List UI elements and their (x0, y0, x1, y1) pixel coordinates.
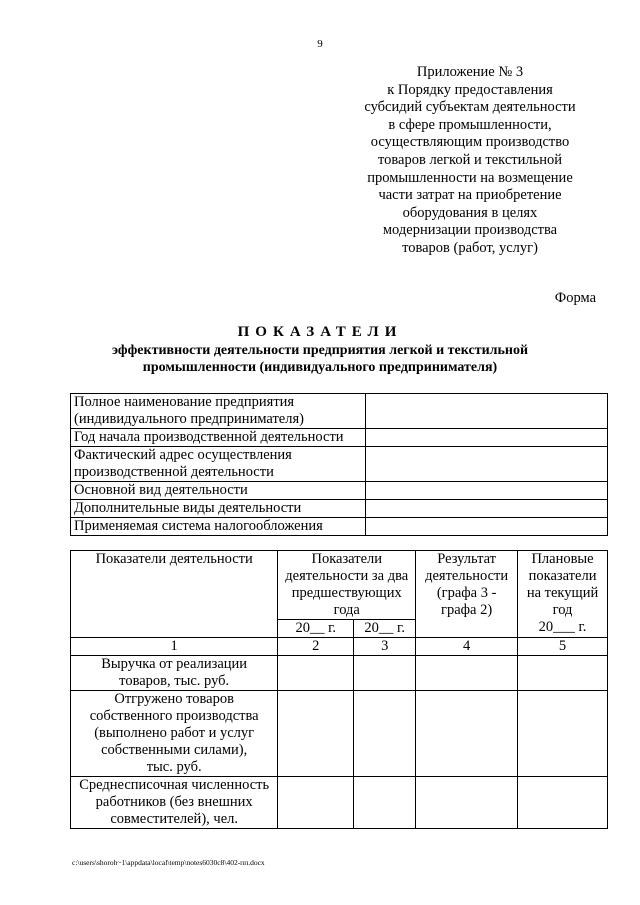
info-value-cell[interactable] (366, 447, 608, 482)
document-title: ПОКАЗАТЕЛИ (237, 324, 403, 340)
info-row (71, 447, 608, 482)
appendix-block (340, 64, 600, 258)
header-line: (графа 3 - (436, 585, 497, 601)
indicator-value-cell[interactable] (518, 777, 608, 829)
header-line: Показатели (311, 551, 383, 567)
indicator-row (71, 777, 608, 829)
indicator-value-cell[interactable] (416, 656, 518, 691)
indicator-label-line: товаров, тыс. руб. (119, 673, 230, 689)
header-line: Показатели деятельности (95, 551, 253, 567)
indicator-label-line: Среднесписочная численность (79, 777, 270, 793)
indicator-label-line: совместителей), чел. (110, 811, 238, 827)
indicator-value-cell[interactable] (354, 656, 416, 691)
header-result (416, 551, 518, 638)
info-label-line: Фактический адрес осуществления (74, 447, 292, 463)
info-row (71, 482, 608, 500)
header-line: предшествующих (291, 585, 402, 601)
appendix-line: к Порядку предоставления (387, 81, 553, 98)
info-row (71, 500, 608, 518)
header-year-1: 20__ г. (278, 620, 354, 638)
info-label (71, 518, 366, 536)
header-line: год (552, 602, 573, 618)
document-subtitle-line: промышленности (индивидуального предпринимателя) (142, 360, 498, 375)
header-line: показатели (528, 568, 597, 584)
header-line: года (333, 602, 360, 618)
info-row (71, 518, 608, 536)
info-row (71, 429, 608, 447)
indicator-label (71, 656, 278, 691)
column-number: 3 (354, 638, 416, 656)
form-label: Форма (554, 290, 596, 306)
info-label (71, 429, 366, 447)
header-planned (518, 551, 608, 638)
indicator-label-line: (выполнено работ и услуг (94, 725, 255, 741)
info-row (71, 394, 608, 429)
indicators-table (70, 550, 608, 829)
column-number: 2 (278, 638, 354, 656)
info-label (71, 482, 366, 500)
info-value-cell[interactable] (366, 482, 608, 500)
info-label-line: Основной вид деятельности (74, 482, 248, 498)
info-value-cell[interactable] (366, 518, 608, 536)
info-label-line: Год начала производственной деятельности (74, 429, 344, 445)
appendix-line: Приложение № 3 (416, 64, 524, 80)
info-value-cell[interactable] (366, 394, 608, 429)
indicator-label-line: Отгружено товаров (114, 691, 234, 707)
indicator-label-line: тыс. руб. (146, 759, 202, 775)
page-number: 9 (317, 38, 323, 50)
indicator-value-cell[interactable] (518, 691, 608, 777)
info-label-line: Дополнительные виды деятельности (74, 500, 302, 516)
header-line: деятельности (425, 568, 509, 584)
header-indicators (71, 551, 278, 638)
appendix-line: товаров легкой и текстильной (377, 151, 562, 168)
company-info-table (70, 393, 608, 536)
indicator-value-cell[interactable] (278, 656, 354, 691)
indicator-row (71, 656, 608, 691)
header-line: деятельности за два (285, 568, 409, 584)
header-year-2: 20__ г. (354, 620, 416, 638)
indicator-value-cell[interactable] (416, 777, 518, 829)
document-title-block (60, 322, 580, 376)
column-number: 1 (71, 638, 278, 656)
info-label (71, 500, 366, 518)
info-label-line: (индивидуального предпринимателя) (74, 411, 304, 427)
indicator-row (71, 691, 608, 777)
header-previous-years (278, 551, 416, 620)
header-row (71, 551, 608, 620)
indicator-value-cell[interactable] (354, 691, 416, 777)
indicator-label-line: собственными силами), (101, 742, 248, 758)
info-label (71, 394, 366, 429)
appendix-line: осуществляющим производство (370, 134, 570, 151)
header-line: на текущий (526, 585, 599, 601)
info-value-cell[interactable] (366, 500, 608, 518)
footer-file-path: c:\users\shoroh~1\appdata\local\temp\notes6030c8\402-пп.docx (72, 858, 265, 867)
appendix-line: модернизации производства (382, 222, 558, 239)
info-label (71, 447, 366, 482)
column-number: 4 (416, 638, 518, 656)
column-number: 5 (518, 638, 608, 656)
info-label-line: Полное наименование предприятия (74, 394, 295, 410)
indicator-label-line: собственного производства (89, 708, 259, 724)
appendix-line: части затрат на приобретение (378, 187, 562, 204)
appendix-line: субсидий субъектам деятельности (364, 99, 576, 116)
indicator-value-cell[interactable] (278, 691, 354, 777)
indicator-label-line: Выручка от реализации (101, 656, 248, 672)
info-label-line: Применяемая система налогообложения (74, 518, 323, 534)
header-line: 20___ г. (538, 619, 587, 635)
indicator-value-cell[interactable] (354, 777, 416, 829)
header-line: Результат (437, 551, 496, 567)
header-line: графа 2) (441, 602, 493, 618)
appendix-line: в сфере промышленности, (388, 116, 552, 133)
indicator-value-cell[interactable] (518, 656, 608, 691)
document-subtitle-line: эффективности деятельности предприятия легкой и текстильной (111, 343, 529, 358)
info-value-cell[interactable] (366, 429, 608, 447)
indicator-label (71, 777, 278, 829)
appendix-line: промышленности на возмещение (367, 169, 573, 186)
column-number-row (71, 638, 608, 656)
appendix-line: товаров (работ, услуг) (402, 239, 538, 256)
indicator-value-cell[interactable] (278, 777, 354, 829)
indicator-label-line: работников (без внешних (95, 794, 253, 810)
info-label-line: производственной деятельности (74, 464, 274, 480)
appendix-line: оборудования в целях (402, 204, 538, 221)
indicator-label (71, 691, 278, 777)
indicator-value-cell[interactable] (416, 691, 518, 777)
header-line: Плановые (531, 551, 594, 567)
